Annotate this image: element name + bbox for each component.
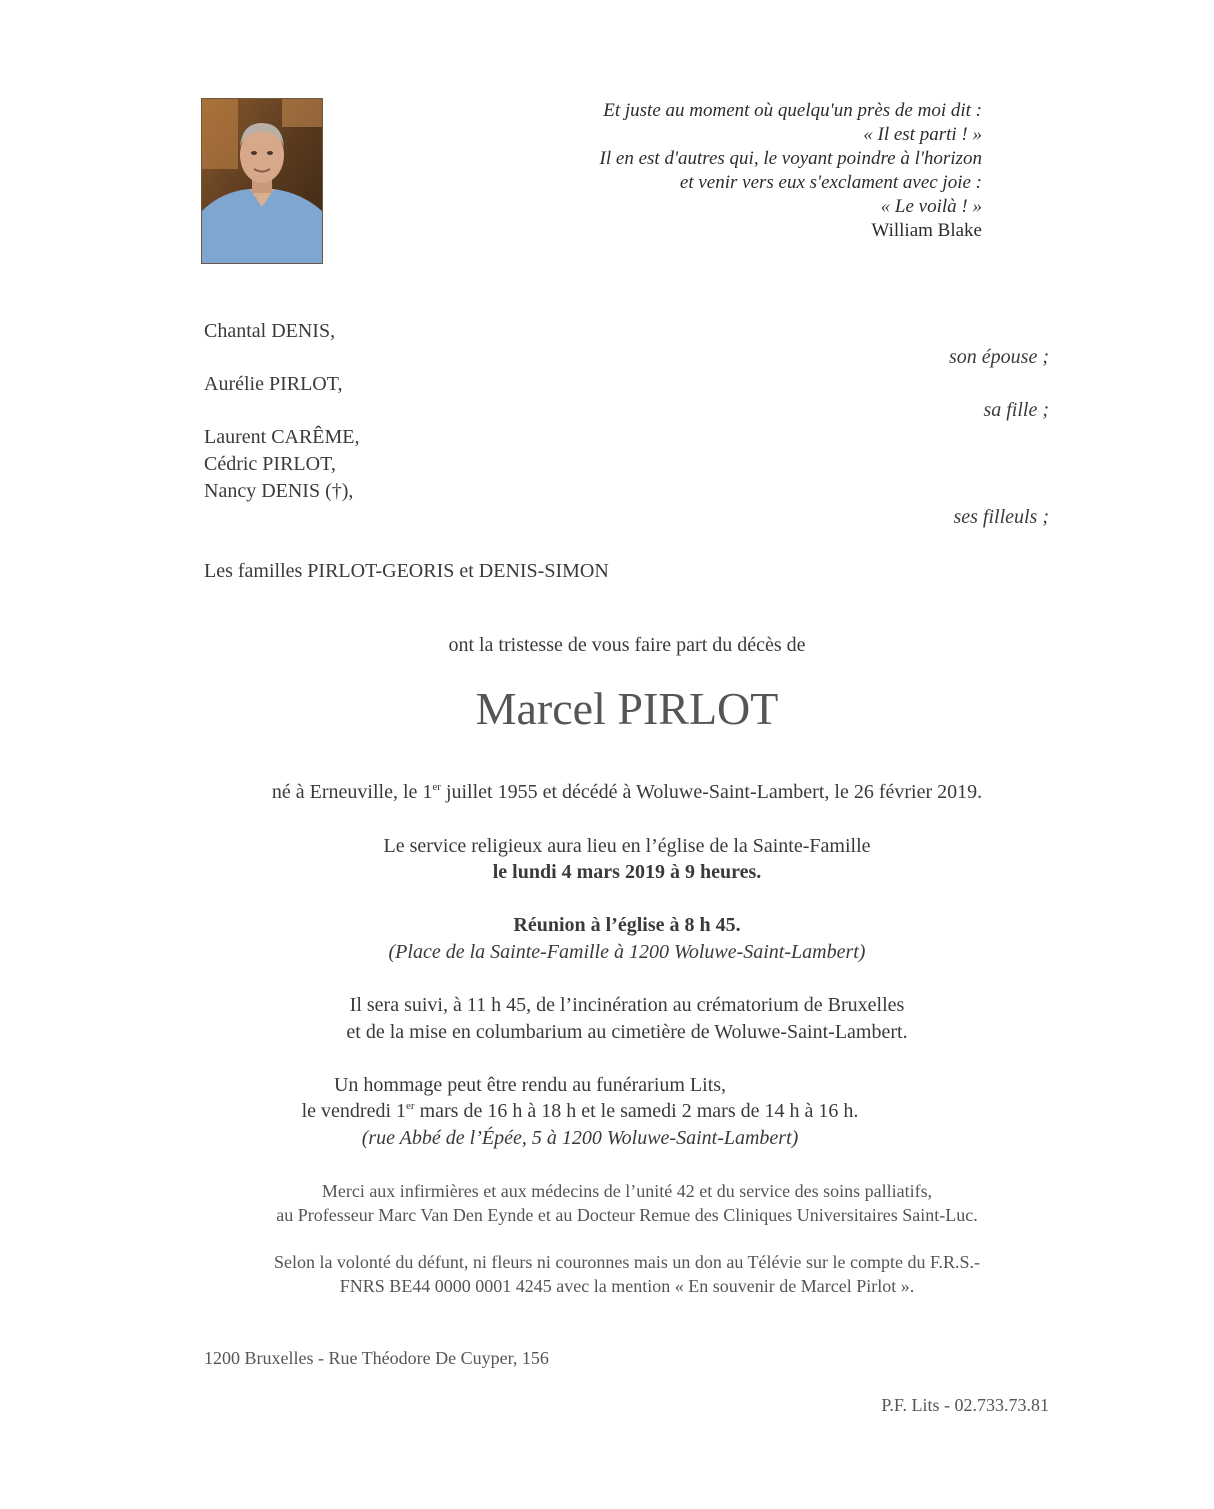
poem-line: Et juste au moment où quelqu'un près de moi dit :: [603, 100, 982, 121]
service-line: Le service religieux aura lieu en l’église de la Sainte-Famille: [383, 835, 871, 857]
families-line: Les familles PIRLOT-GEORIS et DENIS-SIMON: [204, 560, 609, 582]
announcement: ont la tristesse de vous faire part du décès de: [448, 634, 806, 656]
godchild-name: Nancy DENIS (†),: [204, 480, 354, 502]
spouse-relation: son épouse ;: [949, 346, 1049, 368]
poem-author: William Blake: [871, 220, 982, 241]
cremation-line: Il sera suivi, à 11 h 45, de l’incinération au crématorium de Bruxelles: [349, 994, 905, 1016]
funeral-home: P.F. Lits - 02.733.73.81: [881, 1395, 1049, 1415]
cremation-line: et de la mise en columbarium au cimetière de Woluwe-Saint-Lambert.: [346, 1021, 908, 1043]
godchild-name: Cédric PIRLOT,: [204, 453, 336, 475]
poem-quote: [480, 99, 982, 243]
portrait-image: [202, 99, 322, 263]
tribute-address: (rue Abbé de l’Épée, 5 à 1200 Woluwe-Saint-Lambert): [361, 1127, 799, 1149]
meeting-address: (Place de la Sainte-Famille à 1200 Woluwe-Saint-Lambert): [388, 941, 866, 963]
birth-death-line: né à Erneuville, le 1er juillet 1955 et décédé à Woluwe-Saint-Lambert, le 26 février 2019.: [271, 781, 983, 803]
godchild-name: Laurent CARÊME,: [204, 426, 360, 448]
tribute-line: Un hommage peut être rendu au funérarium Lits,: [333, 1074, 727, 1096]
deceased-name: Marcel PIRLOT: [475, 683, 779, 734]
donation-line: Selon la volonté du défunt, ni fleurs ni couronnes mais un don au Télévie sur le compte du F.R.S.-: [273, 1252, 981, 1272]
donation-line: FNRS BE44 0000 0001 4245 avec la mention « En souvenir de Marcel Pirlot ».: [339, 1276, 915, 1296]
daughter-name: Aurélie PIRLOT,: [204, 373, 343, 395]
poem-line: « Il est parti ! »: [863, 124, 982, 145]
meeting-time: Réunion à l’église à 8 h 45.: [513, 914, 741, 936]
spouse-name: Chantal DENIS,: [204, 320, 336, 342]
poem-line: et venir vers eux s'exclament avec joie :: [679, 172, 982, 193]
poem-line: « Le voilà ! »: [880, 196, 982, 217]
poem-line: Il en est d'autres qui, le voyant poindre à l'horizon: [599, 148, 982, 169]
thanks-line: Merci aux infirmières et aux médecins de l’unité 42 et du service des soins palliatifs,: [321, 1181, 933, 1201]
thanks-line: au Professeur Marc Van Den Eynde et au Docteur Remue des Cliniques Universitaires Saint-Luc.: [276, 1205, 978, 1225]
deceased-photo: [201, 98, 323, 264]
service-date: le lundi 4 mars 2019 à 9 heures.: [492, 861, 762, 883]
godchildren-relation: ses filleuls ;: [953, 506, 1049, 528]
daughter-relation: sa fille ;: [983, 399, 1049, 421]
tribute-hours: le vendredi 1er mars de 16 h à 18 h et le samedi 2 mars de 14 h à 16 h.: [301, 1100, 859, 1122]
address-line: 1200 Bruxelles - Rue Théodore De Cuyper, 156: [204, 1348, 549, 1368]
